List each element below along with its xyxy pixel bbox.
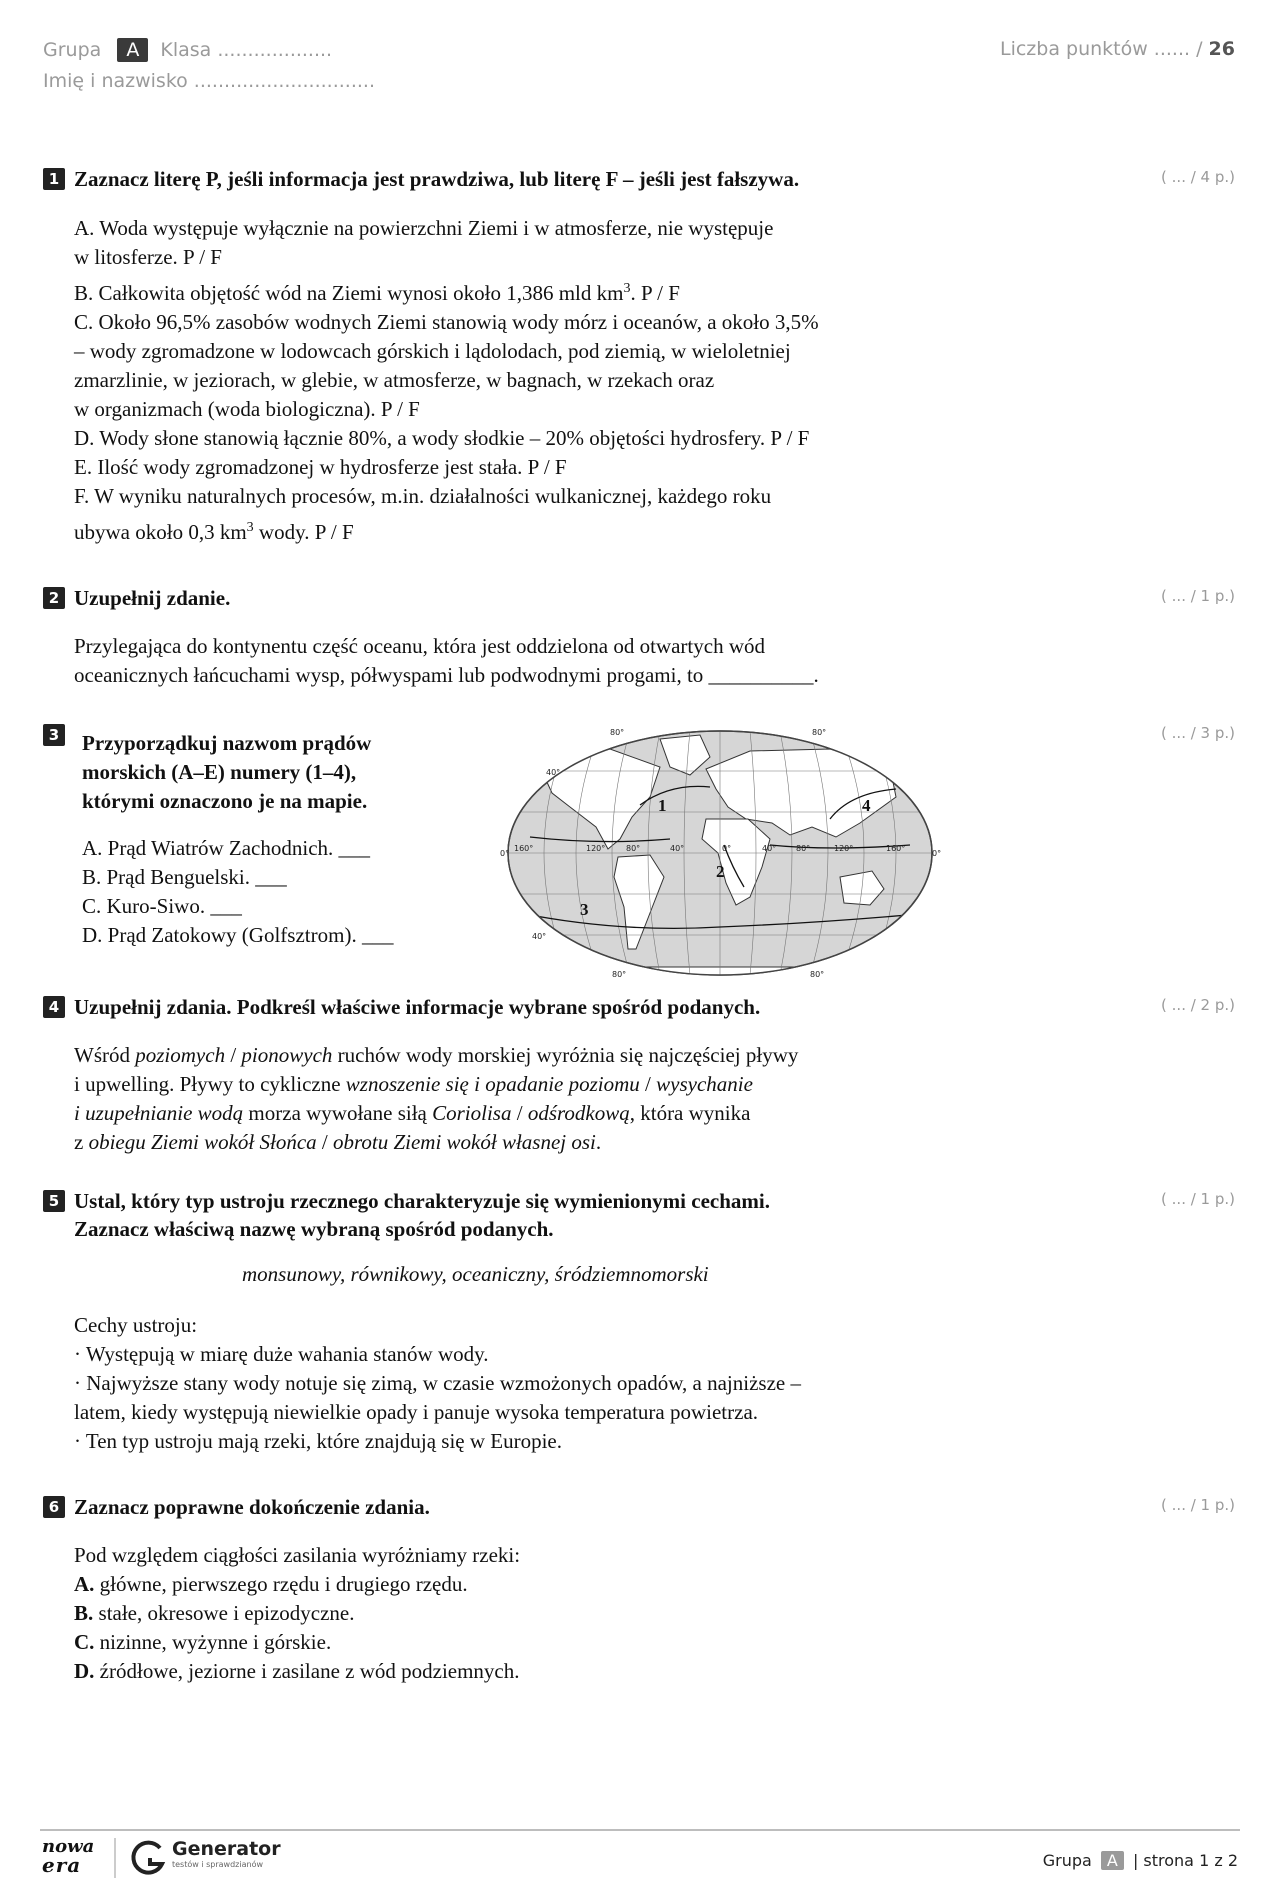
question-2-points: ( ... / 1 p.) xyxy=(1161,587,1235,605)
q5-title-line-2: Zaznacz właściwą nazwę wybraną spośród podanych. xyxy=(74,1217,554,1241)
question-6-points: ( ... / 1 p.) xyxy=(1161,1496,1235,1514)
q4-line-2: i upwelling. Pływy to cykliczne wznoszenie się i opadanie poziomu / wysychanie xyxy=(74,1072,753,1096)
q1-item-f: F. W wyniku naturalnych procesów, m.in. działalności wulkanicznej, każdego roku xyxy=(74,484,772,508)
points-total: 26 xyxy=(1208,38,1235,60)
generator-logo-icon xyxy=(128,1838,168,1878)
q1-item-d: D. Wody słone stanowią łącznie 80%, a wody słodkie – 20% objętości hydrosfery. P / F xyxy=(74,426,810,450)
q6-option-b: B. stałe, okresowe i epizodyczne. xyxy=(74,1601,355,1625)
map-label-80e: 80° xyxy=(796,844,811,853)
map-label-40w: 40° xyxy=(670,844,685,853)
question-5-points: ( ... / 1 p.) xyxy=(1161,1190,1235,1208)
group-label: Grupa xyxy=(43,39,102,61)
map-label-40n: 40° xyxy=(546,768,561,777)
map-label-80s-east: 80° xyxy=(810,970,825,979)
q6-option-a: A. główne, pierwszego rzędu i drugiego rzędu. xyxy=(74,1572,468,1596)
footer-logo-divider xyxy=(114,1838,116,1878)
question-6-title: Zaznacz poprawne dokończenie zdania. xyxy=(74,1495,430,1519)
question-1-points: ( ... / 4 p.) xyxy=(1161,168,1235,186)
map-label-160e: 160° xyxy=(886,844,906,853)
map-label-0-east: 0° xyxy=(932,849,942,858)
q1-item-a: A. Woda występuje wyłącznie na powierzchni Ziemi i w atmosferze, nie występuje xyxy=(74,216,774,240)
generator-logo-text: Generator testów i sprawdzianów xyxy=(172,1838,281,1869)
map-label-40e: 40° xyxy=(762,844,777,853)
question-3-title xyxy=(82,729,371,816)
q5-title-line-1: Ustal, który typ ustroju rzecznego charakteryzuje się wymienionymi cechami. xyxy=(74,1189,770,1213)
q6-option-d: D. źródłowe, jeziorne i zasilane z wód podziemnych. xyxy=(74,1659,520,1683)
map-label-80s: 80° xyxy=(612,970,627,979)
q3-title-line-3: którymi oznaczono je na mapie. xyxy=(82,789,368,813)
q1-item-c-cont2: zmarzlinie, w jeziorach, w glebie, w atmosferze, w bagnach, w rzekach oraz xyxy=(74,368,715,392)
q1-item-e: E. Ilość wody zgromadzonej w hydrosferze jest stała. P / F xyxy=(74,455,567,479)
question-number-1: 1 xyxy=(43,168,65,190)
q5-options: monsunowy, równikowy, oceaniczny, śródziemnomorski xyxy=(242,1262,709,1286)
q3-option-b: B. Prąd Benguelski. ___ xyxy=(82,865,287,889)
question-number-6: 6 xyxy=(43,1496,65,1518)
q5-intro: Cechy ustroju: xyxy=(74,1313,198,1337)
question-number-2: 2 xyxy=(43,587,65,609)
question-3-options xyxy=(82,834,393,950)
question-number-5: 5 xyxy=(43,1190,65,1212)
question-4-title: Uzupełnij zdania. Podkreśl właściwe informacje wybrane spośród podanych. xyxy=(74,995,761,1019)
question-5-body xyxy=(74,1311,801,1456)
footer-page-info xyxy=(1043,1851,1238,1870)
map-label-160w: 160° xyxy=(514,844,534,853)
map-number-4: 4 xyxy=(862,796,871,815)
map-label-80w: 80° xyxy=(626,844,641,853)
question-3-points: ( ... / 3 p.) xyxy=(1161,724,1235,742)
question-1-title: Zaznacz literę P, jeśli informacja jest prawdziwa, lub literę F – jeśli jest fałszywa. xyxy=(74,167,800,191)
map-label-120w: 120° xyxy=(586,844,606,853)
map-label-0-west: 0° xyxy=(500,849,510,858)
q5-feature-3: · Ten typ ustroju mają rzeki, które znajdują się w Europie. xyxy=(74,1429,562,1453)
map-label-80n-east: 80° xyxy=(812,728,827,737)
footer-divider xyxy=(40,1829,1240,1831)
header-group-line xyxy=(43,38,332,62)
q6-intro: Pod względem ciągłości zasilania wyróżniamy rzeki: xyxy=(74,1543,521,1567)
class-field: Klasa ................... xyxy=(160,39,333,61)
map-label-40s: 40° xyxy=(532,932,547,941)
q6-option-c: C. nizinne, wyżynne i górskie. xyxy=(74,1630,332,1654)
footer-page-number: | strona 1 z 2 xyxy=(1132,1851,1238,1870)
footer-group-badge: A xyxy=(1101,1851,1124,1870)
question-number-4: 4 xyxy=(43,996,65,1018)
q1-item-f-cont: ubywa około 0,3 $km^3$ wody. P / F xyxy=(74,520,354,544)
nowa-era-logo: nowa era xyxy=(42,1836,95,1877)
q1-item-c: C. Około 96,5% zasobów wodnych Ziemi stanowią wody mórz i oceanów, a około 3,5% xyxy=(74,310,819,334)
q5-feature-1: · Występują w miarę duże wahania stanów wody. xyxy=(74,1342,489,1366)
question-6-body xyxy=(74,1541,520,1686)
q4-line-3: i uzupełnianie wodą morza wywołane siłą Coriolisa / odśrodkową, która wynika xyxy=(74,1101,751,1125)
question-4-body xyxy=(74,1041,798,1157)
question-4-points: ( ... / 2 p.) xyxy=(1161,996,1235,1014)
question-number-3: 3 xyxy=(43,724,65,746)
points-label: Liczba punktów ...... / xyxy=(999,38,1203,60)
name-field: Imię i nazwisko .............................. xyxy=(43,70,375,92)
q1-item-c-cont1: – wody zgromadzone w lodowcach górskich i lądolodach, pod ziemią, w wieloletniej xyxy=(74,339,791,363)
map-label-0-meridian: 0° xyxy=(722,844,732,853)
q2-line-2: oceanicznych łańcuchami wysp, półwyspami lub podwodnymi progami, to __________. xyxy=(74,663,819,687)
footer-group-label: Grupa xyxy=(1042,1851,1092,1870)
group-badge: A xyxy=(117,38,148,62)
question-2-body xyxy=(74,632,819,690)
map-number-2: 2 xyxy=(716,862,725,881)
q1-item-c-cont3: w organizmach (woda biologiczna). P / F xyxy=(74,397,420,421)
map-label-80n: 80° xyxy=(610,728,625,737)
q3-option-a: A. Prąd Wiatrów Zachodnich. ___ xyxy=(82,836,371,860)
question-5-title xyxy=(74,1187,770,1243)
question-1-body xyxy=(74,214,819,547)
q3-option-d: D. Prąd Zatokowy (Golfsztrom). ___ xyxy=(82,923,394,947)
q5-feature-2-cont: latem, kiedy występują niewielkie opady i panuje wysoka temperatura powietrza. xyxy=(74,1400,759,1424)
q4-line-4: z obiegu Ziemi wokół Słońca / obrotu Ziemi wokół własnej osi. xyxy=(74,1130,602,1154)
q3-option-c: C. Kuro-Siwo. ___ xyxy=(82,894,242,918)
q4-line-1: Wśród poziomych / pionowych ruchów wody morskiej wyróżnia się najczęściej pływy xyxy=(74,1043,799,1067)
q1-item-b: B. Całkowita objętość wód na Ziemi wynosi około 1,386 mld $km^3$. P / F xyxy=(74,281,680,305)
map-graticule xyxy=(500,731,940,975)
map-number-3: 3 xyxy=(580,900,589,919)
ocean-currents-map xyxy=(500,727,940,979)
q3-title-line-2: morskich (A–E) numery (1–4), xyxy=(82,760,357,784)
q3-title-line-1: Przyporządkuj nazwom prądów xyxy=(82,731,372,755)
q1-item-a-cont: w litosferze. P / F xyxy=(74,245,222,269)
map-label-120e: 120° xyxy=(834,844,854,853)
map-number-1: 1 xyxy=(658,796,667,815)
points-summary xyxy=(1000,38,1235,60)
question-2-title: Uzupełnij zdanie. xyxy=(74,586,231,610)
q5-feature-2: · Najwyższe stany wody notuje się zimą, w czasie wzmożonych opadów, a najniższe – xyxy=(74,1371,801,1395)
q2-line-1: Przylegająca do kontynentu część oceanu, która jest oddzielona od otwartych wód xyxy=(74,634,766,658)
